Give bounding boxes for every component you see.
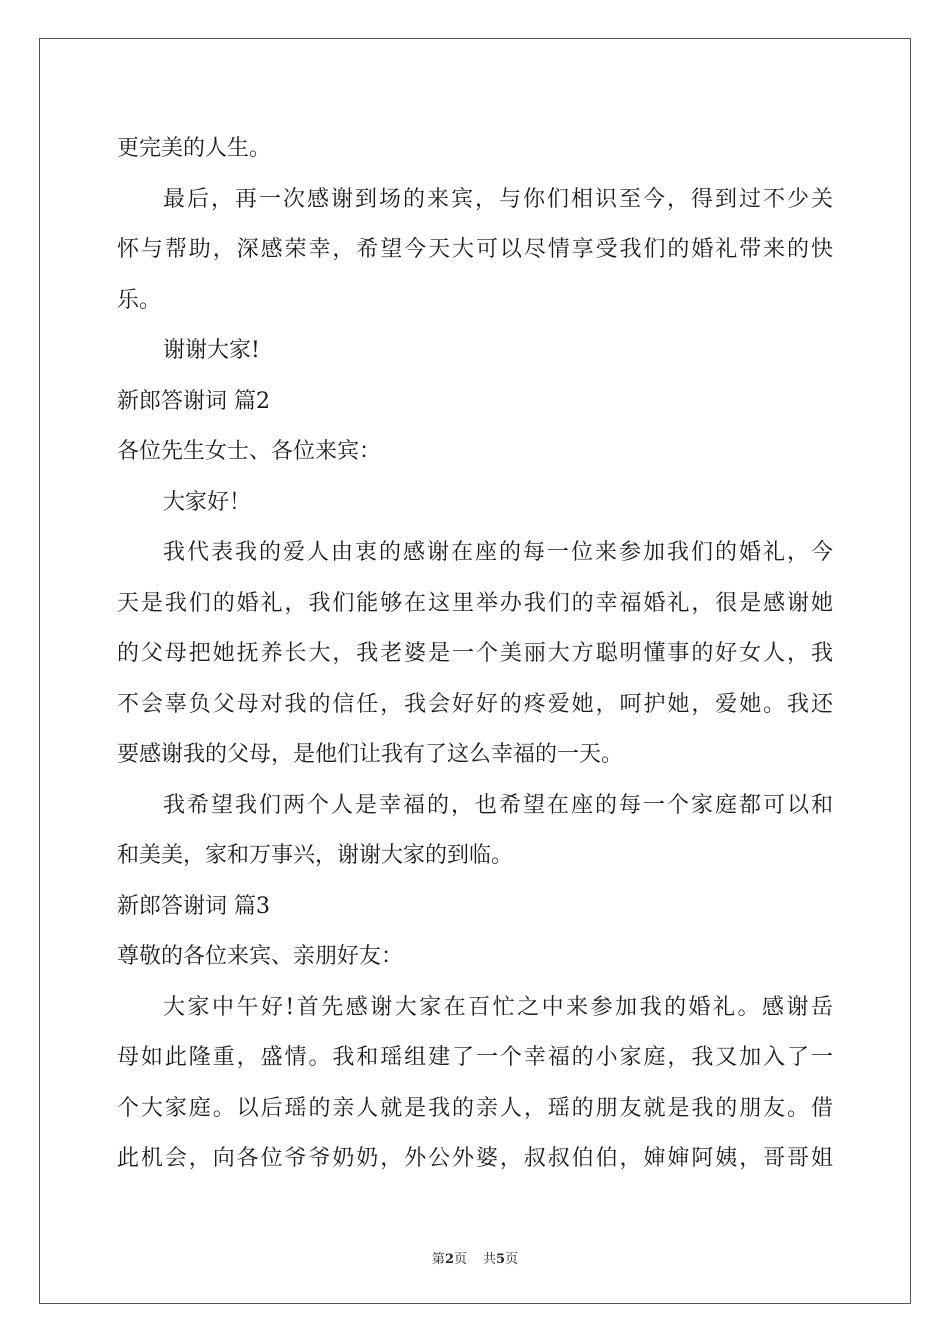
paragraph-line: 个大家庭。以后瑶的亲人就是我的亲人，瑶的朋友就是我的朋友。借 — [117, 1095, 833, 1121]
paragraph-line: 天是我们的婚礼，我们能够在这里举办我们的幸福婚礼，很是感谢她 — [117, 590, 833, 616]
page-suffix: 页 — [453, 1252, 467, 1267]
greeting: 大家好！ — [163, 489, 252, 515]
paragraph-line: 要感谢我的父母，是他们让我有了这么幸福的一天。 — [117, 742, 624, 767]
section-heading: 新郎答谢词 篇3 — [117, 893, 270, 919]
paragraph-line: 大家中午好!首先感谢大家在百忙之中来参加我的婚礼。感谢岳 — [163, 994, 833, 1020]
salutation: 尊敬的各位来宾、亲朋好友： — [117, 944, 404, 969]
total-prefix: 共 — [483, 1252, 497, 1267]
paragraph-line: 谢谢大家! — [163, 338, 260, 363]
section-heading: 新郎答谢词 篇2 — [117, 388, 270, 414]
document-body — [117, 124, 833, 1185]
salutation: 各位先生女士、各位来宾： — [117, 439, 382, 464]
paragraph-line: 最后，再一次感谢到场的来宾，与你们相识至今，得到过不少关 — [163, 186, 833, 212]
total-suffix: 页 — [505, 1252, 519, 1267]
total-count: 5 — [496, 1252, 506, 1267]
paragraph-line: 母如此隆重，盛情。我和瑶组建了一个幸福的小家庭，我又加入了一 — [117, 1045, 833, 1070]
paragraph-line: 更完美的人生。 — [117, 136, 272, 161]
paragraph-line: 乐。 — [117, 287, 162, 313]
paragraph-line: 怀与帮助，深感荣幸，希望今天大可以尽情享受我们的婚礼带来的快 — [117, 237, 833, 262]
paragraph-line: 我代表我的爱人由衷的感谢在座的每一位来参加我们的婚礼，今 — [163, 540, 833, 565]
page-footer — [0, 1248, 950, 1267]
page-current: 2 — [444, 1252, 454, 1267]
paragraph-line: 我希望我们两个人是幸福的，也希望在座的每一个家庭都可以和 — [163, 792, 833, 818]
page-number — [432, 1252, 467, 1267]
paragraph-line: 和美美，家和万事兴，谢谢大家的到临。 — [117, 843, 514, 868]
paragraph-line: 的父母把她抚养长大，我老婆是一个美丽大方聪明懂事的好女人，我 — [117, 641, 833, 666]
paragraph-line: 不会辜负父母对我的信任，我会好好的疼爱她，呵护她，爱她。我还 — [117, 691, 833, 717]
page-prefix: 第 — [431, 1252, 445, 1267]
paragraph-line: 此机会，向各位爷爷奶奶，外公外婆，叔叔伯伯，婶婶阿姨，哥哥姐 — [117, 1146, 833, 1171]
page-total — [483, 1252, 518, 1267]
